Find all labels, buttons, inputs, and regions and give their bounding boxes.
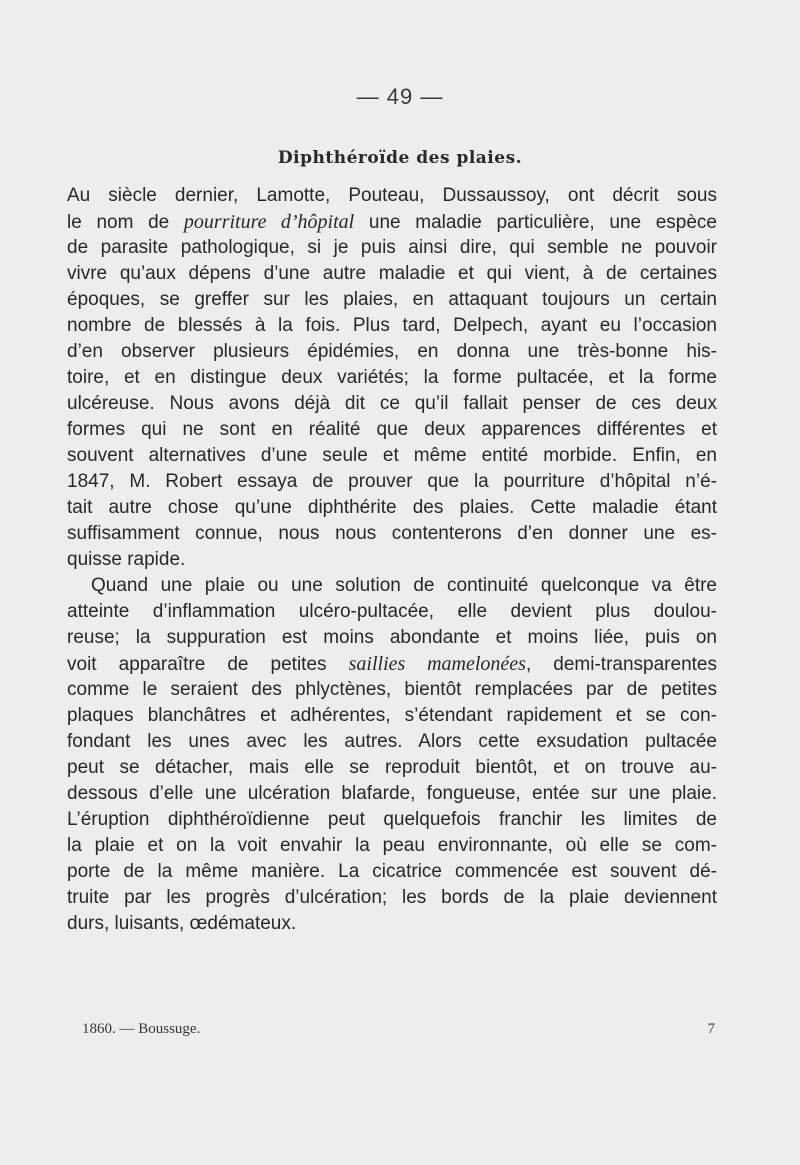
text-segment: L’éruption diphthéroïdienne peut quelquefois franchir les limites de xyxy=(67,809,717,830)
text-line xyxy=(67,183,717,209)
text-line xyxy=(67,443,717,469)
text-line xyxy=(67,833,717,859)
text-segment: la plaie et on la voit envahir la peau environnante, où elle se com- xyxy=(67,835,717,856)
text-line xyxy=(67,573,717,599)
text-line xyxy=(67,703,717,729)
text-segment: 1847, M. Robert essaya de prouver que la pourriture d’hôpital n’é- xyxy=(67,471,717,492)
body-text xyxy=(67,183,717,937)
text-segment: durs, luisants, œdémateux. xyxy=(67,913,297,934)
text-segment: toire, et en distingue deux variétés; la forme pultacée, et la forme xyxy=(67,367,717,388)
text-line xyxy=(67,755,717,781)
text-segment: comme le seraient des phlyctènes, bientôt remplacées par de petites xyxy=(67,679,717,700)
text-line xyxy=(67,235,717,261)
text-line xyxy=(67,625,717,651)
section-title: Diphthéroïde des plaies. xyxy=(277,148,523,168)
text-segment: voit apparaître de petites xyxy=(67,654,349,675)
text-line xyxy=(67,729,717,755)
page-number-header: — 49 — xyxy=(356,84,444,109)
text-segment: truite par les progrès d’ulcération; les bords de la plaie deviennent xyxy=(67,887,717,908)
text-line xyxy=(67,209,717,235)
footer-signature: 1860. — Boussuge. xyxy=(82,1021,201,1037)
text-line xyxy=(67,391,717,417)
text-line xyxy=(67,885,717,911)
text-line xyxy=(67,417,717,443)
text-segment: d’en observer plusieurs épidémies, en donna une très-bonne his- xyxy=(67,341,717,362)
text-line xyxy=(67,859,717,885)
text-segment: dessous d’elle une ulcération blafarde, fongueuse, entée sur une plaie. xyxy=(67,783,717,804)
text-segment: souvent alternatives d’une seule et même entité morbide. Enfin, en xyxy=(67,445,717,466)
text-segment: atteinte d’inflammation ulcéro-pultacée, elle devient plus doulou- xyxy=(67,601,717,622)
text-line xyxy=(67,469,717,495)
text-line xyxy=(67,807,717,833)
text-line xyxy=(67,677,717,703)
text-line xyxy=(67,599,717,625)
italic-term: pourriture d’hôpital xyxy=(183,211,355,233)
text-line xyxy=(67,651,717,677)
text-segment: une maladie particulière, une espèce xyxy=(354,212,717,233)
text-segment: époques, se greffer sur les plaies, en attaquant toujours un certain xyxy=(67,289,717,310)
text-segment: le nom de xyxy=(67,212,184,233)
text-segment: reuse; la suppuration est moins abondante et moins liée, puis on xyxy=(67,627,717,648)
text-segment: fondant les unes avec les autres. Alors cette exsudation pultacée xyxy=(67,731,717,752)
text-segment: tait autre chose qu’une diphthérite des plaies. Cette maladie étant xyxy=(67,497,717,518)
text-line xyxy=(67,261,717,287)
text-line xyxy=(67,495,717,521)
page-footer xyxy=(82,1021,715,1043)
text-segment: plaques blanchâtres et adhérentes, s’étendant rapidement et se con- xyxy=(67,705,717,726)
text-line xyxy=(67,781,717,807)
text-segment: quisse rapide. xyxy=(67,549,186,570)
text-line xyxy=(67,313,717,339)
italic-term: saillies mamelonées xyxy=(348,653,526,675)
text-line xyxy=(67,521,717,547)
text-segment: , demi-transparentes xyxy=(525,654,717,675)
text-segment: ulcéreuse. Nous avons déjà dit ce qu’il fallait penser de ces deux xyxy=(67,393,717,414)
text-segment: Quand une plaie ou une solution de continuité quelconque va être xyxy=(91,575,717,596)
text-segment: Au siècle dernier, Lamotte, Pouteau, Dussaussoy, ont décrit sous xyxy=(67,185,717,206)
text-line xyxy=(67,365,717,391)
text-segment: porte de la même manière. La cicatrice commencée est souvent dé- xyxy=(67,861,717,882)
text-segment: suffisamment connue, nous nous contenterons d’en donner une es- xyxy=(67,523,717,544)
text-segment: nombre de blessés à la fois. Plus tard, Delpech, ayant eu l’occasion xyxy=(67,315,717,336)
text-line xyxy=(67,339,717,365)
text-segment: formes qui ne sont en réalité que deux apparences différentes et xyxy=(67,419,717,440)
signature-mark: 7 xyxy=(707,1021,715,1037)
text-line xyxy=(67,547,717,573)
text-segment: vivre qu’aux dépens d’une autre maladie et qui vient, à de certaines xyxy=(67,263,717,284)
text-segment: de parasite pathologique, si je puis ainsi dire, qui semble ne pouvoir xyxy=(67,237,717,258)
text-line xyxy=(67,287,717,313)
text-segment: peut se détacher, mais elle se reproduit bientôt, et on trouve au- xyxy=(67,757,717,778)
text-line xyxy=(67,911,717,937)
